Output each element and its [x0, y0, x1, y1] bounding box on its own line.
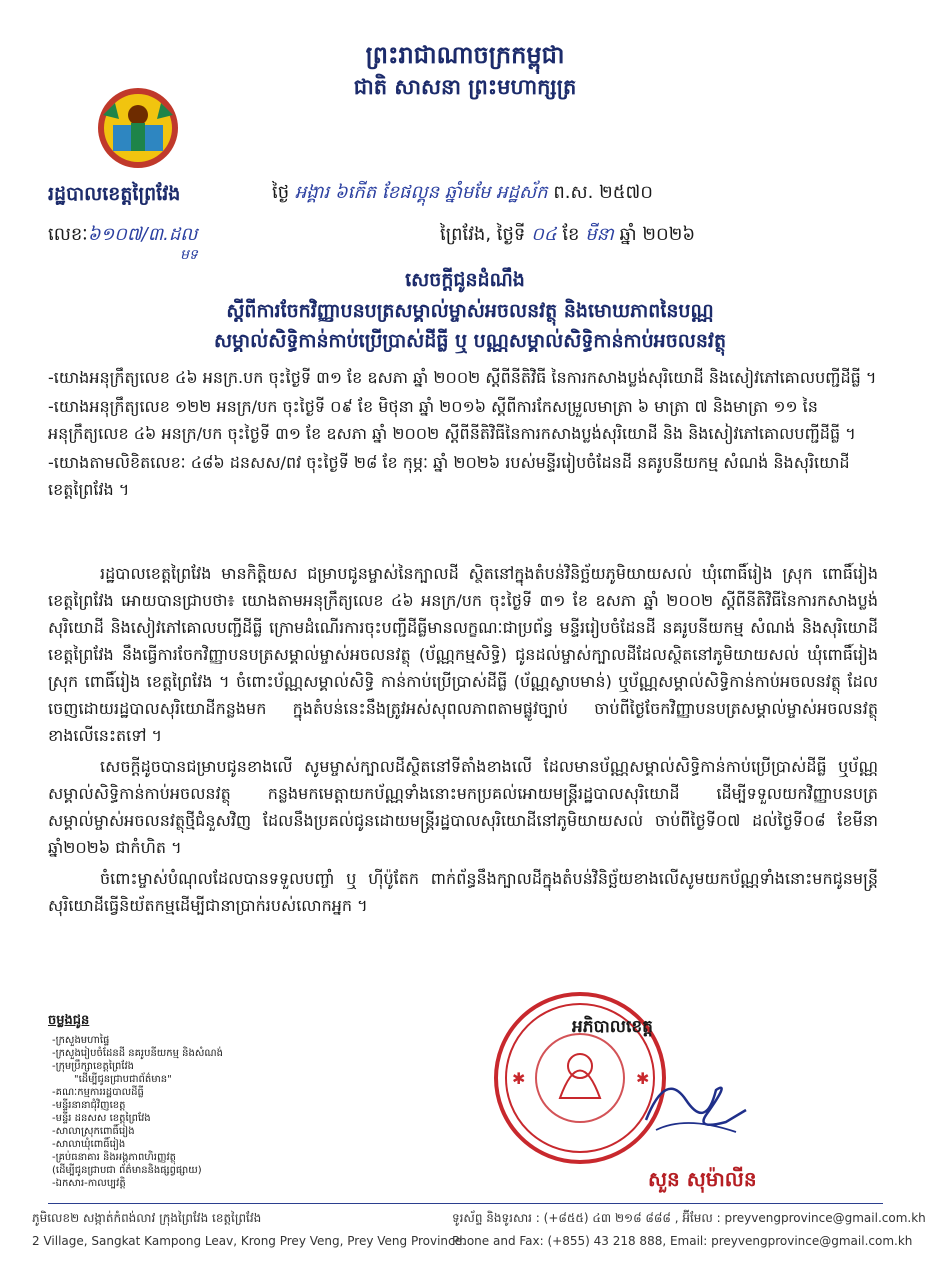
distribution-item: -សាលាស្រុកពោធិ៍រៀង [52, 1126, 135, 1137]
reference-item: -យោងអនុក្រឹត្យលេខ ១២២ អនក្រ/បក ចុះថ្ងៃទី ០៩ ខែ មិថុនា ឆ្នាំ ២០១៦ ស្តីពីការកែសម្រួលមាត្រា ៦ មាត្រា ៧ និងមាត្រា ១១ នៃអនុក្រឹត្យលេខ ៤៦ អនក្រ/បក ចុះថ្ងៃទី ៣១ ខែ ឧសភា ឆ្នាំ ២០០២ ស្តីពីនីតិវិធីនៃការកសាងប្លង់សុរិយោដី និង និងសៀវភៅគោលបញ្ជីដីធ្លី ។ [48, 397, 856, 443]
year-label: ឆ្នាំ [619, 224, 637, 245]
reference-item: -យោងអនុក្រឹត្យលេខ ៤៦ អនក្រ.បក ចុះថ្ងៃទី ៣១ ខែ ឧសភា ឆ្នាំ ២០០២ ស្តីពីនីតិវិធី នៃការកសាងប្លង់សុរិយោដី និងសៀវភៅគោលបញ្ជីដីធ្លី ។ [48, 368, 877, 387]
distribution-item: -ក្រុមប្រឹក្សាខេត្តព្រៃវែង [52, 1061, 135, 1072]
month-label: ខែ [562, 224, 580, 245]
footer-address-km: ភូមិលេខ២ សង្កាត់កំពង់លាវ ក្រុងព្រៃវែង ខេត្តព្រៃវែង [32, 1211, 262, 1225]
distribution-item: -មន្ទីរនានាជុំវិញខេត្ត [52, 1100, 126, 1111]
notice-title: សេចក្តីជូនដំណឹង [405, 269, 525, 291]
day-value: ០៤ [531, 224, 557, 245]
notice-body [48, 560, 878, 923]
svg-text:✱: ✱ [636, 1069, 650, 1088]
distribution-item: "ដើម្បីជូនជ្រាបជាព័ត៌មាន" [74, 1074, 172, 1085]
legal-references [48, 364, 878, 505]
distribution-item: -គណៈកម្មការរដ្ឋបាលដីធ្លី [52, 1087, 144, 1098]
lunar-date [272, 180, 653, 207]
svg-text:✱: ✱ [512, 1069, 526, 1088]
kingdom-heading: ព្រះរាជាណាចក្រកម្ពុជា [365, 40, 565, 69]
buddhist-era: ព.ស. ២៥៧០ [553, 182, 653, 203]
footer-contact-km: ទូរស័ព្ទ និងទូរសារ : (+៨៥៥) ៤៣ ២១៨ ៨៨៨ , អ៊ីមែល : preyvengprovince@gmail.com.kh [452, 1211, 926, 1225]
subject-line-2: សម្គាល់សិទ្ធិកាន់កាប់ប្រើប្រាស់ដីធ្លី ឬ បណ្ណសម្គាល់សិទ្ធិកាន់កាប់អចលនវត្ថុ [213, 330, 727, 352]
ref-sub: មទ [180, 247, 198, 263]
distribution-item: -មន្ទីរ ដនសស ខេត្តព្រៃវែង [52, 1113, 151, 1124]
footer-address-en: 2 Village, Sangkat Kampong Leav, Krong Prey Veng, Prey Veng Province. [32, 1234, 466, 1248]
body-paragraph: រដ្ឋបាលខេត្តព្រៃវែង មានកិត្តិយស ជម្រាបជូនម្ចាស់នៃក្បាលដី ស្ថិតនៅក្នុងតំបន់វិនិច្ឆ័យភូមិយាយសល់ ឃុំពោធិ៍រៀង ស្រុក ពោធិ៍រៀង ខេត្តព្រៃវែង អោយបានជ្រាបថា៖ យោងតាមអនុក្រឹត្យលេខ ៤៦ អនក្រ/បក ចុះថ្ងៃទី ៣១ ខែ ឧសភា ឆ្នាំ ២០០២ ស្តីពីនីតិវិធីនៃការកសាងប្លង់សុរិយោដី និងសៀវភៅគោលបញ្ជីដីធ្លី ក្រោមដំណើរការចុះបញ្ជីដីធ្លីមានលក្ខណៈជាប្រព័ន្ធ មន្ទីររៀបចំដែនដី នគរូបនីយកម្ម សំណង់ និងសុរិយោដី ខេត្តព្រៃវែង នឹងធ្វើការចែកវិញ្ញាបនបត្រសម្គាល់ម្ចាស់អចលនវត្ថុ (ប័ណ្ណកម្មសិទ្ធិ) ជូនដល់ម្ចាស់ក្បាលដីដែលស្ថិតនៅភូមិយាយសល់ ឃុំពោធិ៍រៀង ស្រុក ពោធិ៍រៀង ខេត្តព្រៃវែង ។ ចំពោះប័ណ្ណសម្គាល់សិទ្ធិ កាន់កាប់ប្រើប្រាស់ដីធ្លី (ប័ណ្ណស្លាបមាន់) ឬប័ណ្ណសម្គាល់សិទ្ធិកាន់កាប់អចលនវត្ថុ ដែលចេញដោយរដ្ឋបាលសុរិយោដីកន្លងមក ក្នុងតំបន់នេះនឹងត្រូវអស់សុពលភាពតាមផ្លូវច្បាប់ ចាប់ពីថ្ងៃចែកវិញ្ញាបនបត្រសម្គាល់ម្ចាស់អចលនវត្ថុខាងលើនេះតទៅ ។ [48, 564, 878, 745]
issuing-agency: រដ្ឋបាលខេត្តព្រៃវែង [48, 183, 181, 205]
body-paragraph: សេចក្តីដូចបានជម្រាបជូនខាងលើ សូមម្ចាស់ក្បាលដីស្ថិតនៅទីតាំងខាងលើ ដែលមានប័ណ្ណសម្គាល់សិទ្ធិកាន់កាប់ប្រើប្រាស់ដីធ្លី ឬប័ណ្ណសម្គាល់សិទ្ធិកាន់កាប់អចលនវត្ថុ កន្លងមកមេត្តាយកប័ណ្ណទាំងនោះមកប្រគល់អោយមន្ត្រីរដ្ឋបាលសុរិយោដី ដើម្បីទទួលយកវិញ្ញាបនបត្រសម្គាល់ម្ចាស់អចលនវត្ថុថ្មីជំនួសវិញ ដែលនឹងប្រគល់ជូនដោយមន្ត្រីរដ្ឋបាលសុរិយោដីនៅភូមិយាយសល់ ចាប់ពីថ្ងៃទី០៧ ដល់ថ្ងៃទី០៨ ខែមីនា ឆ្នាំ២០២៦ ជាកំហិត ។ [48, 757, 878, 857]
distribution-item: -ក្រសួងមហាផ្ទៃ [52, 1035, 110, 1046]
national-motto: ជាតិ សាសនា ព្រះមហាក្សត្រ [353, 74, 577, 99]
distribution-item: -សាលាឃុំពោធិ៍រៀង [52, 1139, 126, 1150]
ref-label: លេខៈ [48, 224, 88, 245]
footer-divider [48, 1203, 883, 1204]
distribution-item: -ក្រសួងរៀបចំដែនដី នគរូបនីយកម្ម និងសំណង់ [52, 1048, 223, 1059]
footer-contact-en: Phone and Fax: (+855) 43 218 888, Email: preyvengprovince@gmail.com.kh [452, 1234, 913, 1248]
notice-subject [60, 296, 880, 356]
subject-line-1: ស្តីពីការចែកវិញ្ញាបនបត្រសម្គាល់ម្ចាស់អចលនវត្ថុ និងមោឃភាពនៃបណ្ណ [226, 300, 714, 322]
reference-number [48, 222, 197, 249]
place-date-prefix: ព្រៃវែង, ថ្ងៃទី [440, 224, 526, 245]
month-value: មីនា [585, 224, 614, 245]
body-paragraph: ចំពោះម្ចាស់បំណុលដែលបានទទួលបញ្ចាំ ឬ ហ៊ីប៉ូតែក ពាក់ព័ន្ធនឹងក្បាលដីក្នុងតំបន់វិនិច្ឆ័យខាងលើសូមយកប័ណ្ណទាំងនោះមកជូនមន្ត្រីសុរិយោដីធ្វើនិយ័តកម្មដើម្បីជានាប្រាក់របស់លោកអ្នក ។ [48, 869, 878, 915]
distribution-item: -គ្រប់ធនាគារ និងអង្គភាពហិរញ្ញវត្ថុ [52, 1152, 177, 1163]
distribution-item: (ដើម្បីជូនជ្រាបជា ព័ត៌មាននិងផ្សព្វផ្សាយ) [52, 1165, 202, 1176]
handwritten-signature-icon [636, 1060, 756, 1140]
reference-item: -យោងតាមលិខិតលេខៈ ៤៨៦ ដនសស/ពវ ចុះថ្ងៃទី ២៨ ខែ កុម្ភៈ ឆ្នាំ ២០២៦ របស់មន្ទីររៀបចំដែនដី នគរូបនីយកម្ម សំណង់ និងសុរិយោដី ខេត្តព្រៃវែង ។ [48, 453, 850, 499]
province-emblem-icon [95, 85, 181, 171]
distribution-item: -ឯកសារ-កាលប្បវត្តិ [52, 1178, 126, 1189]
distribution-list [52, 1034, 392, 1190]
distribution-title: ចម្លងជូន [48, 1013, 90, 1028]
lunar-value: អង្គារ ៦កើត ខែផល្គុន ឆ្នាំមមែ អដ្ឋស័ក [294, 182, 548, 203]
ref-value: ៦១០៧/៣.ដល [87, 224, 198, 245]
signatory-name: សួន សុម៉ាលីន [648, 1167, 757, 1191]
signatory-title: អភិបាលខេត្ត [572, 1017, 653, 1037]
lunar-label: ថ្ងៃ [272, 182, 290, 203]
place-date [440, 222, 695, 249]
year-value: ២០២៦ [642, 224, 696, 245]
